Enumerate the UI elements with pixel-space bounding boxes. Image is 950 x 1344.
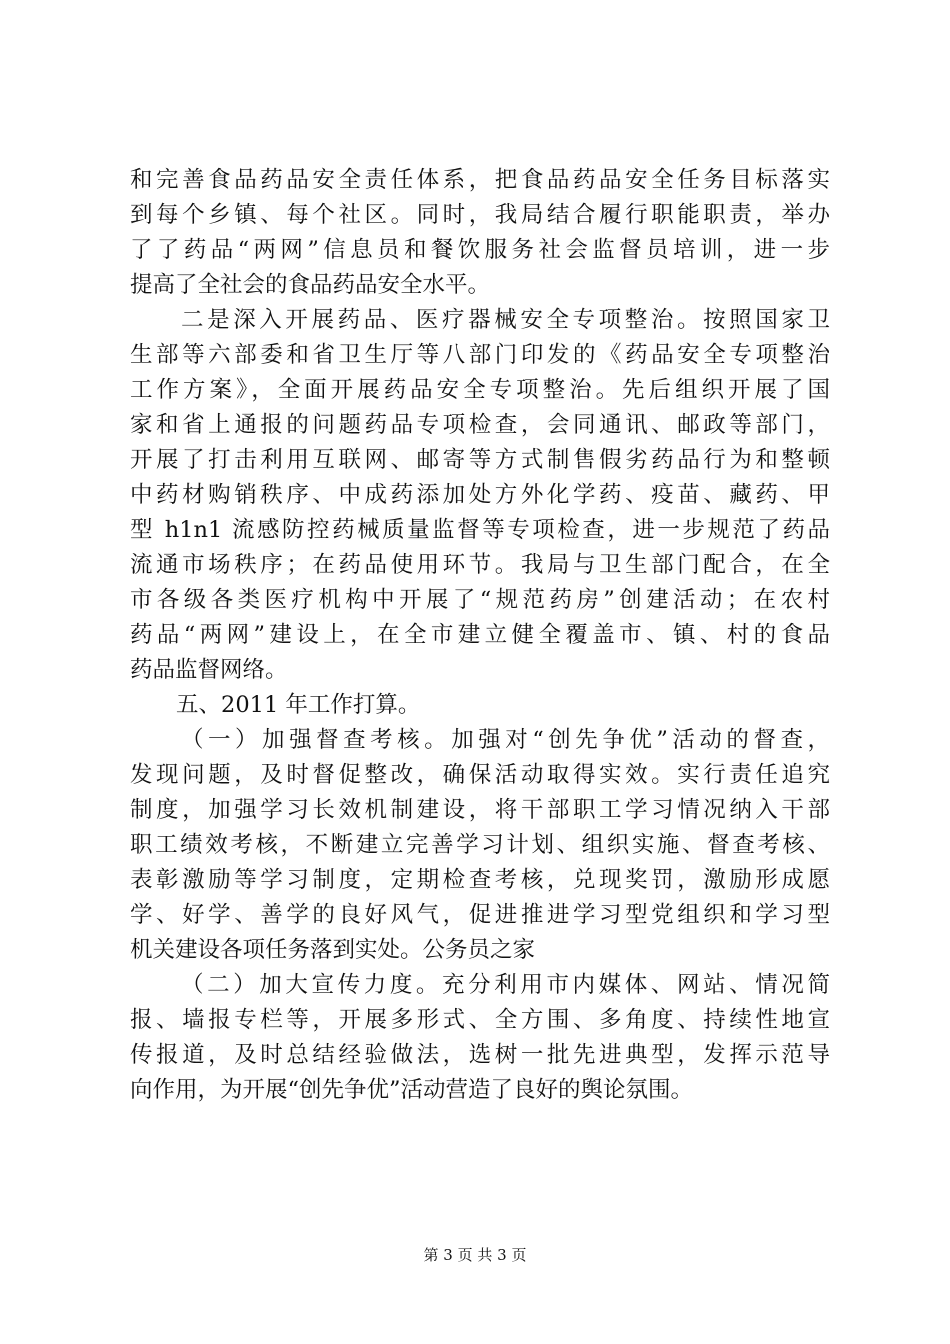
text-line: 了了药品“两网”信息员和餐饮服务社会监督员培训，进一步 xyxy=(130,237,830,263)
text-line: 报、墙报专栏等，开展多形式、全方围、多角度、持续性地宣 xyxy=(130,1007,830,1033)
text-line: 药品“两网”建设上，在全市建立健全覆盖市、镇、村的食品 xyxy=(130,622,830,648)
text-line: 发现问题，及时督促整改，确保活动取得实效。实行责任追究 xyxy=(130,762,830,788)
text-line: 职工绩效考核，不断建立完善学习计划、组织实施、督查考核、 xyxy=(130,832,830,858)
text-line: 和完善食品药品安全责任体系，把食品药品安全任务目标落实 xyxy=(130,167,830,193)
text-line: 中药材购销秩序、中成药添加处方外化学药、疫苗、藏药、甲 xyxy=(130,482,830,508)
text-line: 表彰激励等学习制度，定期检查考核，兑现奖罚，激励形成愿 xyxy=(130,867,830,893)
text-line: 生部等六部委和省卫生厅等八部门印发的《药品安全专项整治 xyxy=(130,342,830,368)
text-line: 到每个乡镇、每个社区。同时，我局结合履行职能职责，举办 xyxy=(130,202,830,228)
text-line: 学、好学、善学的良好风气，促进推进学习型党组织和学习型 xyxy=(130,902,830,928)
text-line: 型 h1n1 流感防控药械质量监督等专项检查，进一步规范了药品 xyxy=(130,517,830,543)
text-line: 机关建设各项任务落到实处。公务员之家 xyxy=(130,937,536,963)
page-footer xyxy=(0,1245,950,1265)
text-line: 流通市场秩序；在药品使用环节。我局与卫生部门配合，在全 xyxy=(130,552,830,578)
section-heading xyxy=(130,688,830,723)
text-line: 制度，加强学习长效机制建设，将干部职工学习情况纳入干部 xyxy=(130,797,830,823)
text-line: 提高了全社会的食品药品安全水平。 xyxy=(130,272,491,298)
text-line: （二）加大宣传力度。充分利用市内媒体、网站、情况简 xyxy=(181,972,830,998)
document-body xyxy=(130,163,830,1108)
text-line: 开展了打击利用互联网、邮寄等方式制售假劣药品行为和整顿 xyxy=(130,447,830,473)
text-line: 向作用，为开展“创先争优”活动营造了良好的舆论氛围。 xyxy=(130,1077,694,1103)
page-number: 第 3 页 共 3 页 xyxy=(423,1246,527,1264)
text-line: 工作方案》，全面开展药品安全专项整治。先后组织开展了国 xyxy=(130,377,830,403)
text-line: 传报道，及时总结经验做法，选树一批先进典型，发挥示范导 xyxy=(130,1042,830,1068)
paragraph xyxy=(130,303,830,688)
paragraph xyxy=(130,968,830,1108)
text-line: 二是深入开展药品、医疗器械安全专项整治。按照国家卫 xyxy=(181,307,830,333)
paragraph xyxy=(130,163,830,303)
paragraph xyxy=(130,723,830,968)
text-line: 市各级各类医疗机构中开展了“规范药房”创建活动；在农村 xyxy=(130,587,830,613)
text-line: 药品监督网络。 xyxy=(130,657,288,683)
text-line: （一）加强督查考核。加强对“创先争优”活动的督查， xyxy=(181,727,830,753)
text-line: 家和省上通报的问题药品专项检查，会同通讯、邮政等部门， xyxy=(130,412,830,438)
heading-line: 五、2011 年工作打算。 xyxy=(176,692,421,718)
